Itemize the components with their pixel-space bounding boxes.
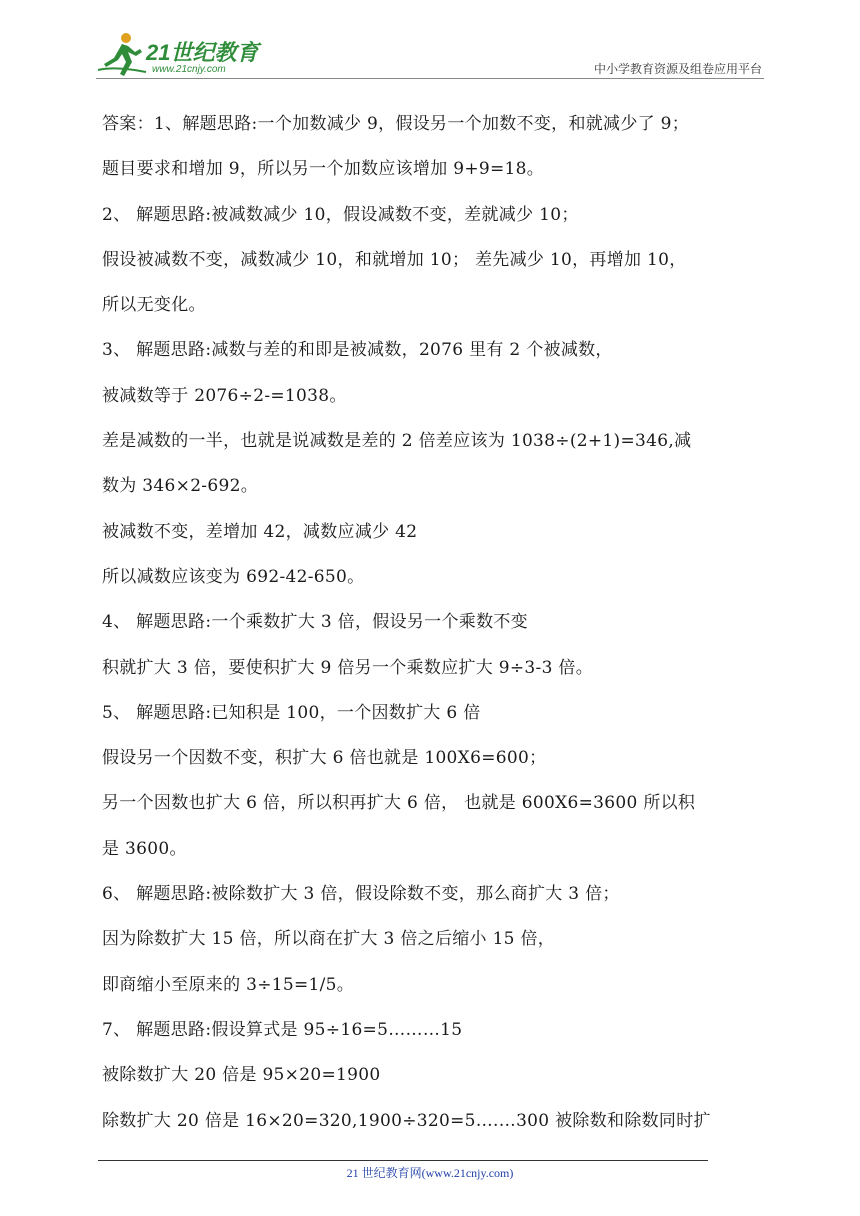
header-divider <box>96 78 764 79</box>
text-line: 另一个因数也扩大 6 倍，所以积再扩大 6 倍， 也就是 600X6=3600 所以积 <box>102 793 696 814</box>
text-line: 假设另一个因数不变，积扩大 6 倍也就是 100X6=600； <box>102 748 547 769</box>
text-line: 6、 解题思路:被除数扩大 3 倍，假设除数不变，那么商扩大 3 倍； <box>102 884 620 905</box>
text-line: 答案：1、解题思路:一个加数减少 9，假设另一个加数不变，和就减少了 9； <box>102 114 690 134</box>
text-line: 3、 解题思路:减数与差的和即是被减数，2076 里有 2 个被减数， <box>102 340 613 361</box>
text-line: 被减数不变，差增加 42，减数应减少 42 <box>102 521 418 542</box>
header-platform-title: 中小学教育资源及组卷应用平台 <box>593 62 762 76</box>
answer-content <box>102 102 762 1144</box>
logo-brand-text: 21世纪教育 <box>146 40 259 65</box>
text-line: 5、 解题思路:已知积是 100，一个因数扩大 6 倍 <box>102 702 481 723</box>
text-line: 被减数等于 2076÷2-=1038。 <box>102 385 347 406</box>
text-line: 数为 346×2-692。 <box>102 476 259 497</box>
text-line: 因为除数扩大 15 倍，所以商在扩大 3 倍之后缩小 15 倍， <box>102 929 556 950</box>
page-header <box>0 0 860 82</box>
text-line: 2、 解题思路:被减数减少 10，假设减数不变，差就减少 10； <box>102 204 579 225</box>
footer-divider <box>98 1160 708 1161</box>
footer-site-link[interactable]: 21 世纪教育网(www.21cnjy.com) <box>346 1166 514 1180</box>
text-line: 假设被减数不变，减数减少 10，和就增加 10； 差先减少 10，再增加 10， <box>102 249 687 270</box>
text-line: 即商缩小至原来的 3÷15=1/5。 <box>102 974 355 995</box>
text-line: 差是减数的一半，也就是说减数是差的 2 倍差应该为 1038÷(2+1)=346,减 <box>102 431 692 452</box>
text-line: 4、 解题思路:一个乘数扩大 3 倍，假设另一个乘数不变 <box>102 612 528 633</box>
logo-url-text: www.21cnjy.com <box>152 64 226 75</box>
text-line: 积就扩大 3 倍，要使积扩大 9 倍另一个乘数应扩大 9÷3-3 倍。 <box>102 657 593 678</box>
text-line: 所以减数应该变为 692-42-650。 <box>102 566 365 587</box>
text-line: 所以无变化。 <box>102 295 206 316</box>
text-line: 7、 解题思路:假设算式是 95÷16=5………15 <box>102 1019 463 1040</box>
site-logo <box>96 30 276 78</box>
text-line: 是 3600。 <box>102 838 187 859</box>
runner-logo-icon <box>96 30 152 78</box>
text-line: 除数扩大 20 倍是 16×20=320,1900÷320=5….…300 被除数和除数同时扩 <box>102 1110 711 1131</box>
text-line: 题目要求和增加 9，所以另一个加数应该增加 9+9=18。 <box>102 159 545 180</box>
text-line: 被除数扩大 20 倍是 95×20=1900 <box>102 1065 381 1086</box>
